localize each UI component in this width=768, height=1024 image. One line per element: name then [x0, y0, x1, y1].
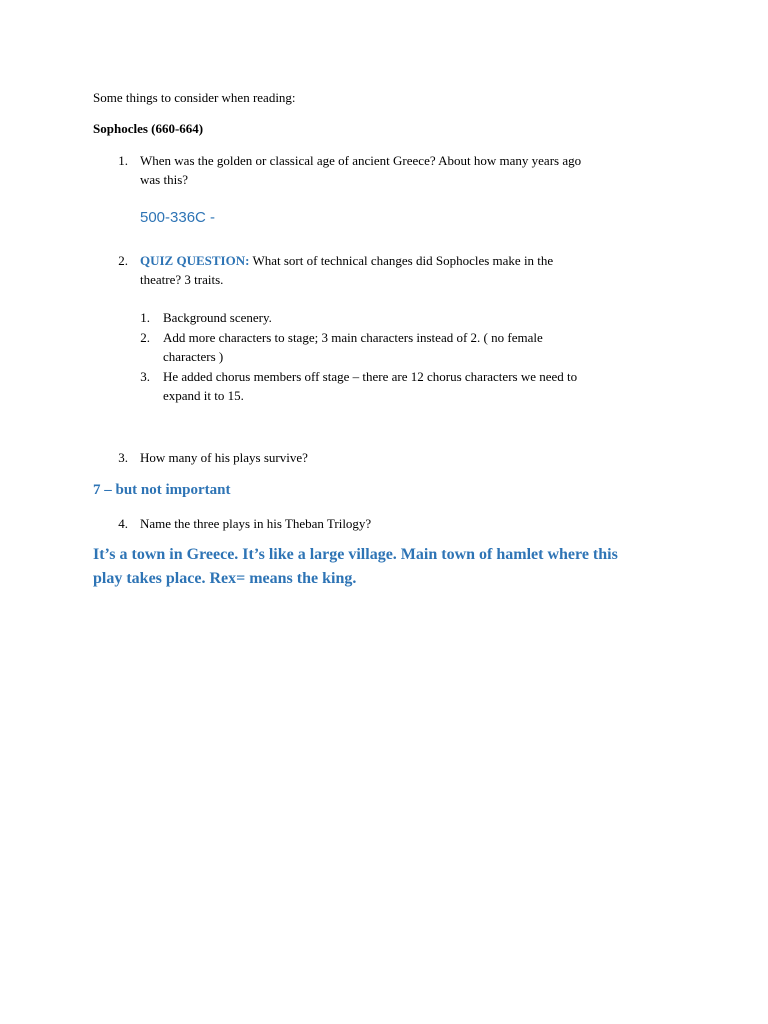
q4-number: 4. — [118, 516, 128, 531]
intro-text: Some things to consider when reading: — [93, 90, 296, 105]
q2-number: 2. — [118, 253, 128, 268]
sublist-item-text: He added chorus members off stage – there are 12 chorus characters we need to — [163, 369, 578, 384]
q2-text-line1 — [140, 251, 553, 270]
q3-answer: 7 – but not important — [93, 482, 231, 498]
q1-text-line2: was this? — [140, 172, 189, 187]
q3-text: How many of his plays survive? — [140, 450, 308, 465]
q4-answer-line1: It’s a town in Greece. It’s like a large village. Main town of hamlet where this — [93, 546, 618, 563]
quiz-question-label: QUIZ QUESTION: — [140, 253, 250, 268]
sublist-item-number: 3. — [140, 369, 150, 384]
sublist-item-number: 2. — [140, 330, 150, 345]
q1-text-line1: When was the golden or classical age of ancient Greece? About how many years ago — [140, 153, 582, 168]
q2-text-line2: theatre? 3 traits. — [140, 272, 224, 287]
q2-question-text: What sort of technical changes did Sophocles make in the — [249, 253, 554, 268]
q4-text: Name the three plays in his Theban Trilogy? — [140, 516, 372, 531]
sublist-item-number: 1. — [140, 310, 150, 325]
sublist-item-text: Background scenery. — [163, 310, 272, 325]
sublist-item-text: Add more characters to stage; 3 main characters instead of 2. ( no female — [163, 330, 543, 345]
sublist-item-text-cont: characters ) — [163, 349, 224, 364]
q1-number: 1. — [118, 153, 128, 168]
q4-answer-line2: play takes place. Rex= means the king. — [93, 570, 357, 587]
q1-answer: 500-336C - — [140, 209, 216, 226]
section-title: Sophocles (660-664) — [93, 121, 204, 136]
q3-number: 3. — [118, 450, 128, 465]
sublist-item-text-cont: expand it to 15. — [163, 388, 244, 403]
